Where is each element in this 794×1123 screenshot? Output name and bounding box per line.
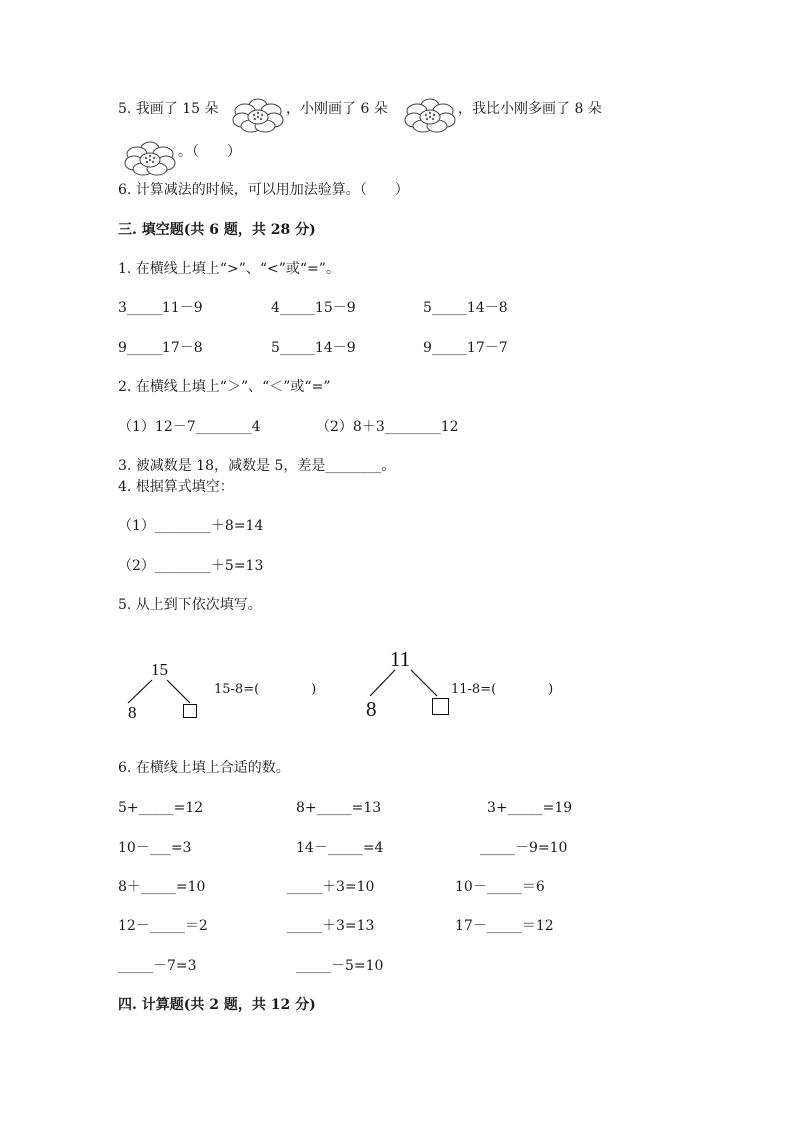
- s3-q6-item: 12－_____＝2: [118, 918, 208, 934]
- section3-title: 三. 填空题(共 6 题，共 28 分): [118, 222, 316, 238]
- judge-q5-part3: ，我比小刚多画了 8 朵: [458, 101, 602, 117]
- tree1-left-number: 8: [128, 703, 137, 722]
- s3-q1-item: 4_____15－9: [271, 300, 356, 316]
- tree1-top-number: 15: [151, 660, 168, 679]
- s3-q1-item: 5_____14－9: [271, 340, 356, 356]
- tree1-answer-box[interactable]: [183, 704, 197, 718]
- s3-q6-item: 17－_____＝12: [455, 918, 554, 934]
- s3-q6-item: _____＋3=13: [287, 918, 375, 934]
- tree2-equation: 11-8=( ): [451, 682, 554, 697]
- tree2-left-number: 8: [366, 697, 377, 721]
- s3-q6-item: _____－5=10: [296, 958, 384, 974]
- tree1-equation: 15-8=( ): [214, 682, 317, 697]
- s3-q6-item: _____＋3=10: [287, 879, 375, 895]
- judge-q5-part4: 。（ ）: [178, 144, 241, 160]
- s3-q6-item: 14－_____=4: [296, 840, 384, 856]
- s3-q6-item: 8＋_____=10: [118, 879, 206, 895]
- s3-q4-item: （1）________＋8=14: [118, 518, 264, 534]
- s3-q2-item: （1）12－7________4: [118, 419, 261, 435]
- s3-q2-prompt: 2. 在横线上填上“＞”、“＜”或“=”: [118, 379, 331, 395]
- s3-q4-item: （2）________＋5=13: [118, 558, 264, 574]
- s3-q1-item: 5_____14－8: [423, 300, 508, 316]
- s3-q6-prompt: 6. 在横线上填上合适的数。: [118, 760, 290, 776]
- s3-q6-item: 5+_____=12: [118, 800, 204, 816]
- s3-q5-prompt: 5. 从上到下依次填写。: [118, 597, 262, 613]
- s3-q1-item: 9_____17－7: [423, 340, 508, 356]
- s3-q6-item: _____－9=10: [480, 840, 568, 856]
- judge-q5-part2: ，小刚画了 6 朵: [286, 101, 388, 117]
- tree2-answer-box[interactable]: [432, 698, 449, 715]
- section4-title: 四. 计算题(共 2 题，共 12 分): [118, 997, 316, 1013]
- judge-q6: 6. 计算减法的时候，可以用加法验算。（ ）: [118, 182, 409, 198]
- s3-q6-item: 10－___=3: [118, 840, 192, 856]
- s3-q1-item: 3_____11－9: [118, 300, 203, 316]
- tree2-top-number: 11: [390, 647, 411, 671]
- s3-q2-item: （2）8＋3________12: [316, 419, 459, 435]
- judge-q5-part1: 5. 我画了 15 朵: [118, 101, 219, 117]
- s3-q6-item: 8+_____=13: [296, 800, 382, 816]
- s3-q3: 3. 被减数是 18，减数是 5，差是________。: [118, 458, 396, 474]
- s3-q1-prompt: 1. 在横线上填上“>”、“<”或“=”。: [118, 261, 340, 277]
- s3-q1-item: 9_____17－8: [118, 340, 203, 356]
- s3-q6-item: _____－7=3: [118, 958, 197, 974]
- s3-q6-item: 3+_____=19: [487, 800, 573, 816]
- s3-q6-item: 10－_____＝6: [455, 879, 545, 895]
- s3-q4-prompt: 4. 根据算式填空：: [118, 479, 234, 495]
